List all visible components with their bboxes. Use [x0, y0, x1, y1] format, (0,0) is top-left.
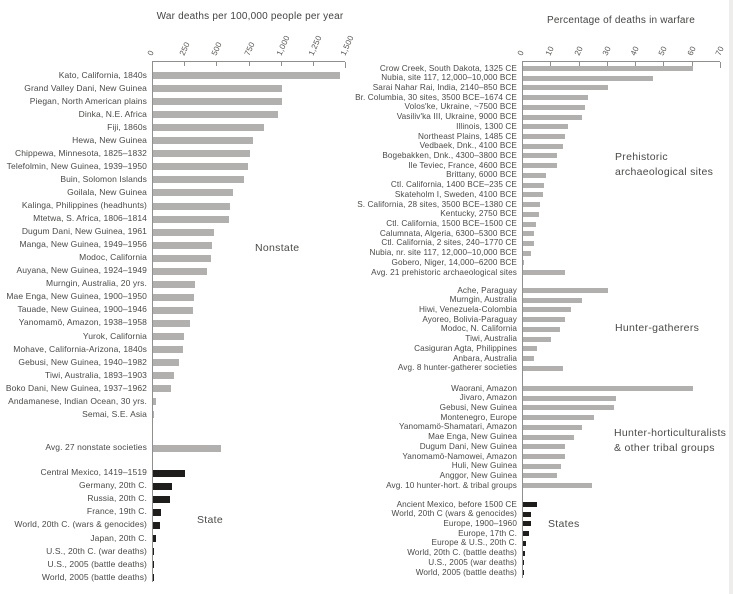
- row-label: Casiguran Agta, Philippines: [414, 343, 517, 353]
- row-label: Montenegro, Europe: [440, 412, 517, 422]
- bar: [153, 470, 185, 477]
- row-label: U.S., 20th C. (war deaths): [46, 545, 147, 556]
- row-label: Europe, 17th C.: [458, 528, 517, 538]
- bar: [153, 320, 190, 327]
- row-label: Telefolmin, New Guinea, 1939–1950: [6, 160, 147, 171]
- row-label: Vedbaek, Dnk., 4100 BCE: [419, 141, 517, 151]
- section-label-line: & other tribal groups: [614, 442, 715, 454]
- bar: [523, 270, 565, 275]
- x-axis-tick-label: 20: [572, 44, 585, 57]
- bar: [523, 386, 693, 391]
- bar: [153, 163, 248, 170]
- row-label: Buin, Solomon Islands: [60, 173, 147, 184]
- row-label: Crow Creek, South Dakota, 1325 CE: [379, 63, 517, 73]
- bar: [153, 535, 156, 542]
- row-label: Murngin, Australia: [449, 295, 517, 305]
- bar: [153, 307, 193, 314]
- row-label: S. California, 28 sites, 3500 BCE–1380 CE: [357, 199, 517, 209]
- x-axis-tick: [216, 62, 217, 66]
- bar: [523, 337, 551, 342]
- row-label: Nubia, site 117, 12,000–10,000 BCE: [381, 73, 517, 83]
- bar: [523, 521, 531, 526]
- section-label: [197, 513, 223, 528]
- bar: [153, 203, 230, 210]
- row-label: Europe & U.S., 20th C.: [431, 538, 517, 548]
- bar: [523, 415, 594, 420]
- bar: [153, 372, 174, 379]
- row-label: Kalinga, Philippines (headhunts): [21, 200, 147, 210]
- bar: [523, 298, 582, 303]
- row-label: World, 2005 (battle deaths): [41, 571, 147, 582]
- row-label: Andamanese, Indian Ocean, 30 yrs.: [8, 395, 147, 406]
- x-axis-tick: [720, 62, 721, 68]
- bar: [523, 464, 561, 469]
- bar: [153, 216, 229, 223]
- x-axis-tick: [281, 62, 282, 66]
- row-label: Semai, S.E. Asia: [82, 408, 147, 419]
- row-label: Mae Enga, New Guinea, 1900–1950: [6, 291, 147, 302]
- x-axis-tick-label: 30: [600, 44, 613, 57]
- bar: [523, 454, 565, 459]
- row-label: Modoc, California: [79, 252, 147, 263]
- row-label: Dugum Dani, New Guinea, 1961: [21, 226, 147, 237]
- x-axis-tick: [313, 62, 314, 66]
- section-label-line: archaeological sites: [615, 166, 714, 178]
- bar: [523, 260, 524, 265]
- bar: [523, 425, 582, 430]
- x-axis-line: [522, 61, 720, 62]
- row-label: U.S., 2005 (war deaths): [428, 557, 517, 567]
- row-label: Piegan, North American plains: [29, 95, 147, 106]
- bar: [523, 144, 563, 149]
- row-label: Avg. 8 hunter-gatherer societies: [397, 363, 517, 373]
- row-label: Yanomamö-Shamatari, Amazon: [398, 422, 517, 432]
- bar: [153, 85, 282, 92]
- row-label: Avg. 10 hunter-hort. & tribal groups: [386, 480, 517, 490]
- bar: [523, 327, 560, 332]
- x-axis-tick: [345, 62, 346, 68]
- row-label: Grand Valley Dani, New Guinea: [24, 82, 147, 93]
- section-label-line: Hunter-horticulturalists: [614, 427, 727, 439]
- bar: [153, 445, 221, 452]
- bar: [523, 444, 565, 449]
- row-label: Tauade, New Guinea, 1900–1946: [17, 304, 147, 315]
- row-label: Yurok, California: [82, 330, 147, 341]
- row-label: Sarai Nahar Rai, India, 2140–850 BCE: [372, 82, 517, 92]
- bar: [523, 124, 568, 129]
- bar: [153, 150, 250, 157]
- section-label: [615, 150, 713, 180]
- row-label: Tiwi, Australia: [465, 334, 517, 344]
- bar: [153, 346, 183, 353]
- section-label: [548, 517, 580, 532]
- row-label: Ache, Paraguay: [457, 285, 517, 295]
- bar: [523, 251, 531, 256]
- row-label: Anbara, Australia: [452, 353, 517, 363]
- x-axis-tick: [579, 62, 580, 66]
- row-label: Ile Teviec, France, 4600 BCE: [408, 160, 517, 170]
- row-label: Auyana, New Guinea, 1924–1949: [16, 265, 147, 276]
- row-label: Japan, 20th C.: [90, 532, 147, 543]
- x-axis-tick-label: 1,500: [338, 34, 356, 57]
- bar: [153, 385, 171, 392]
- bar: [523, 163, 557, 168]
- bar: [153, 294, 194, 301]
- x-axis-tick-label: 1,000: [274, 34, 292, 57]
- bar: [523, 307, 571, 312]
- row-label: Hiwi, Venezuela-Colombia: [419, 304, 517, 314]
- page-edge-shading: [729, 0, 733, 594]
- bar: [153, 548, 154, 555]
- bar: [523, 473, 557, 478]
- bar: [523, 153, 557, 158]
- bar: [153, 189, 233, 196]
- x-axis-tick-label: 40: [628, 44, 641, 57]
- row-label: Germany, 20th C.: [78, 480, 147, 491]
- bar: [523, 66, 693, 71]
- row-label: Hewa, New Guinea: [72, 134, 147, 145]
- bar: [523, 231, 534, 236]
- bar: [153, 483, 172, 490]
- row-label: Illinois, 1300 CE: [456, 121, 517, 131]
- x-axis-tick: [607, 62, 608, 66]
- section-label-line: Hunter-gatherers: [615, 322, 700, 334]
- row-label: World, 20th C (wars & genocides): [391, 509, 517, 519]
- row-label: Northeast Plains, 1485 CE: [418, 131, 517, 141]
- row-label: World, 20th C. (wars & genocides): [14, 519, 147, 530]
- row-label: Murngin, Australia, 20 yrs.: [46, 278, 147, 289]
- bar: [523, 115, 582, 120]
- bar: [153, 176, 244, 183]
- row-label: Anggor, New Guinea: [439, 470, 517, 480]
- bar: [153, 281, 195, 288]
- row-label: Yanomamö-Namowei, Amazon: [402, 451, 517, 461]
- row-label: Manga, New Guinea, 1949–1956: [19, 239, 147, 250]
- row-label: Jivaro, Amazon: [459, 393, 517, 403]
- row-label: Dinka, N.E. Africa: [78, 108, 147, 119]
- bar: [523, 512, 531, 517]
- row-label: Tiwi, Australia, 1893–1903: [45, 369, 147, 380]
- section-label-line: Nonstate: [255, 242, 300, 254]
- x-axis-tick-label: 750: [242, 40, 257, 57]
- bar: [523, 173, 546, 178]
- row-label: Modoc, N. California: [440, 324, 517, 334]
- row-label: Volos'ke, Ukraine, ~7500 BCE: [404, 102, 517, 112]
- row-label: Calumnata, Algeria, 6300–5300 BCE: [379, 228, 517, 238]
- row-label: U.S., 2005 (battle deaths): [47, 558, 147, 569]
- x-axis-tick-label: 0: [515, 49, 526, 57]
- row-label: Ctl. California, 2 sites, 240–1770 CE: [381, 238, 517, 248]
- bar: [153, 268, 207, 275]
- bar: [153, 333, 184, 340]
- bar: [523, 105, 585, 110]
- row-label: Ctl. California, 1400 BCE–235 CE: [390, 180, 517, 190]
- row-label: Br. Columbia, 30 sites, 3500 BCE–1674 CE: [355, 92, 517, 102]
- x-axis-tick: [635, 62, 636, 66]
- bar: [153, 359, 179, 366]
- x-axis-tick: [692, 62, 693, 66]
- bar: [523, 134, 565, 139]
- row-label: Mae Enga, New Guinea: [428, 432, 517, 442]
- row-label: France, 19th C.: [86, 506, 147, 517]
- x-axis-tick-label: 10: [544, 44, 557, 57]
- bar: [523, 483, 592, 488]
- bar: [153, 72, 340, 79]
- row-label: Kato, California, 1840s: [58, 69, 147, 80]
- bar: [523, 356, 534, 361]
- section-label: [615, 321, 699, 336]
- bar: [523, 85, 608, 90]
- bar: [523, 288, 608, 293]
- x-axis-tick: [249, 62, 250, 66]
- bar: [523, 502, 537, 507]
- bar: [153, 98, 282, 105]
- bar: [153, 229, 214, 236]
- bar: [153, 242, 212, 249]
- row-label: Ayoreo, Bolivia-Paraguay: [422, 314, 517, 324]
- row-label: Europe, 1900–1960: [443, 518, 517, 528]
- bar: [523, 531, 529, 536]
- row-label: Waorani, Amazon: [451, 383, 517, 393]
- x-axis-tick: [663, 62, 664, 66]
- row-label: World, 20th C. (battle deaths): [407, 548, 517, 558]
- bar: [523, 541, 526, 546]
- bar: [523, 202, 540, 207]
- row-label: Mohave, California-Arizona, 1840s: [13, 343, 147, 354]
- row-label: Ancient Mexico, before 1500 CE: [396, 499, 517, 509]
- row-label: Russia, 20th C.: [87, 493, 147, 504]
- row-label: Yanomamö, Amazon, 1938–1958: [18, 317, 147, 328]
- bar: [523, 76, 653, 81]
- x-axis-tick: [550, 62, 551, 66]
- x-axis-tick-label: 1,250: [306, 34, 324, 57]
- section-label-line: Prehistoric: [615, 151, 668, 163]
- bar: [153, 509, 161, 516]
- section-label-line: States: [548, 518, 580, 530]
- bar: [523, 346, 537, 351]
- row-label: Skateholm I, Sweden, 4100 BCE: [394, 189, 517, 199]
- bar: [153, 522, 160, 529]
- bar: [523, 405, 614, 410]
- left-chart-title: War deaths per 100,000 people per year: [156, 11, 344, 22]
- row-label: World, 2005 (battle deaths): [415, 567, 517, 577]
- bar: [523, 317, 565, 322]
- row-label: Huli, New Guinea: [451, 461, 517, 471]
- x-axis-tick-label: 60: [685, 44, 698, 57]
- bar: [523, 366, 563, 371]
- row-label: Vasiliv'ka III, Ukraine, 9000 BCE: [396, 112, 517, 122]
- bar: [523, 183, 544, 188]
- row-label: Gobero, Niger, 14,000–6200 BCE: [391, 257, 517, 267]
- bar: [523, 192, 543, 197]
- row-label: Avg. 21 prehistoric archaeological sites: [371, 267, 517, 277]
- x-axis-tick-label: 0: [145, 49, 156, 57]
- x-axis-tick-label: 250: [177, 40, 192, 57]
- bar: [153, 496, 170, 503]
- bar: [523, 241, 534, 246]
- row-label: Gebusi, New Guinea, 1940–1982: [18, 356, 147, 367]
- row-label: Chippewa, Minnesota, 1825–1832: [14, 147, 147, 158]
- bar: [523, 551, 525, 556]
- section-label: [255, 241, 299, 256]
- bar: [523, 396, 616, 401]
- row-label: Bogebakken, Dnk., 4300–3800 BCE: [382, 150, 517, 160]
- row-label: Gebusi, New Guinea: [439, 402, 517, 412]
- row-label: Mtetwa, S. Africa, 1806–1814: [33, 213, 147, 224]
- row-label: Boko Dani, New Guinea, 1937–1962: [5, 382, 147, 393]
- row-label: Ctl. California, 1500 BCE–1500 CE: [386, 219, 517, 229]
- section-label-line: State: [197, 514, 224, 526]
- bar: [523, 95, 588, 100]
- bar: [523, 435, 574, 440]
- row-label: Brittany, 6000 BCE: [446, 170, 517, 180]
- bar: [153, 398, 156, 405]
- row-label: Goilala, New Guinea: [67, 186, 147, 197]
- row-label: Fiji, 1860s: [107, 121, 147, 132]
- bar: [523, 222, 536, 227]
- x-axis-tick: [184, 62, 185, 66]
- x-axis-tick-label: 500: [210, 40, 225, 57]
- row-label: Dugum Dani, New Guinea: [419, 441, 517, 451]
- right-chart-title: Percentage of deaths in warfare: [547, 15, 695, 26]
- row-label: Avg. 27 nonstate societies: [45, 442, 147, 452]
- section-label: [614, 426, 726, 456]
- bar: [153, 137, 253, 144]
- bar: [153, 111, 278, 118]
- x-axis-tick-label: 50: [657, 44, 670, 57]
- x-axis-tick-label: 70: [713, 44, 726, 57]
- bar: [153, 255, 211, 262]
- row-label: Kentucky, 2750 BCE: [440, 209, 517, 219]
- row-label: Nubia, nr. site 117, 12,000–10,000 BCE: [369, 248, 517, 258]
- bar: [153, 124, 264, 131]
- bar: [523, 212, 539, 217]
- row-label: Central Mexico, 1419–1519: [40, 467, 147, 477]
